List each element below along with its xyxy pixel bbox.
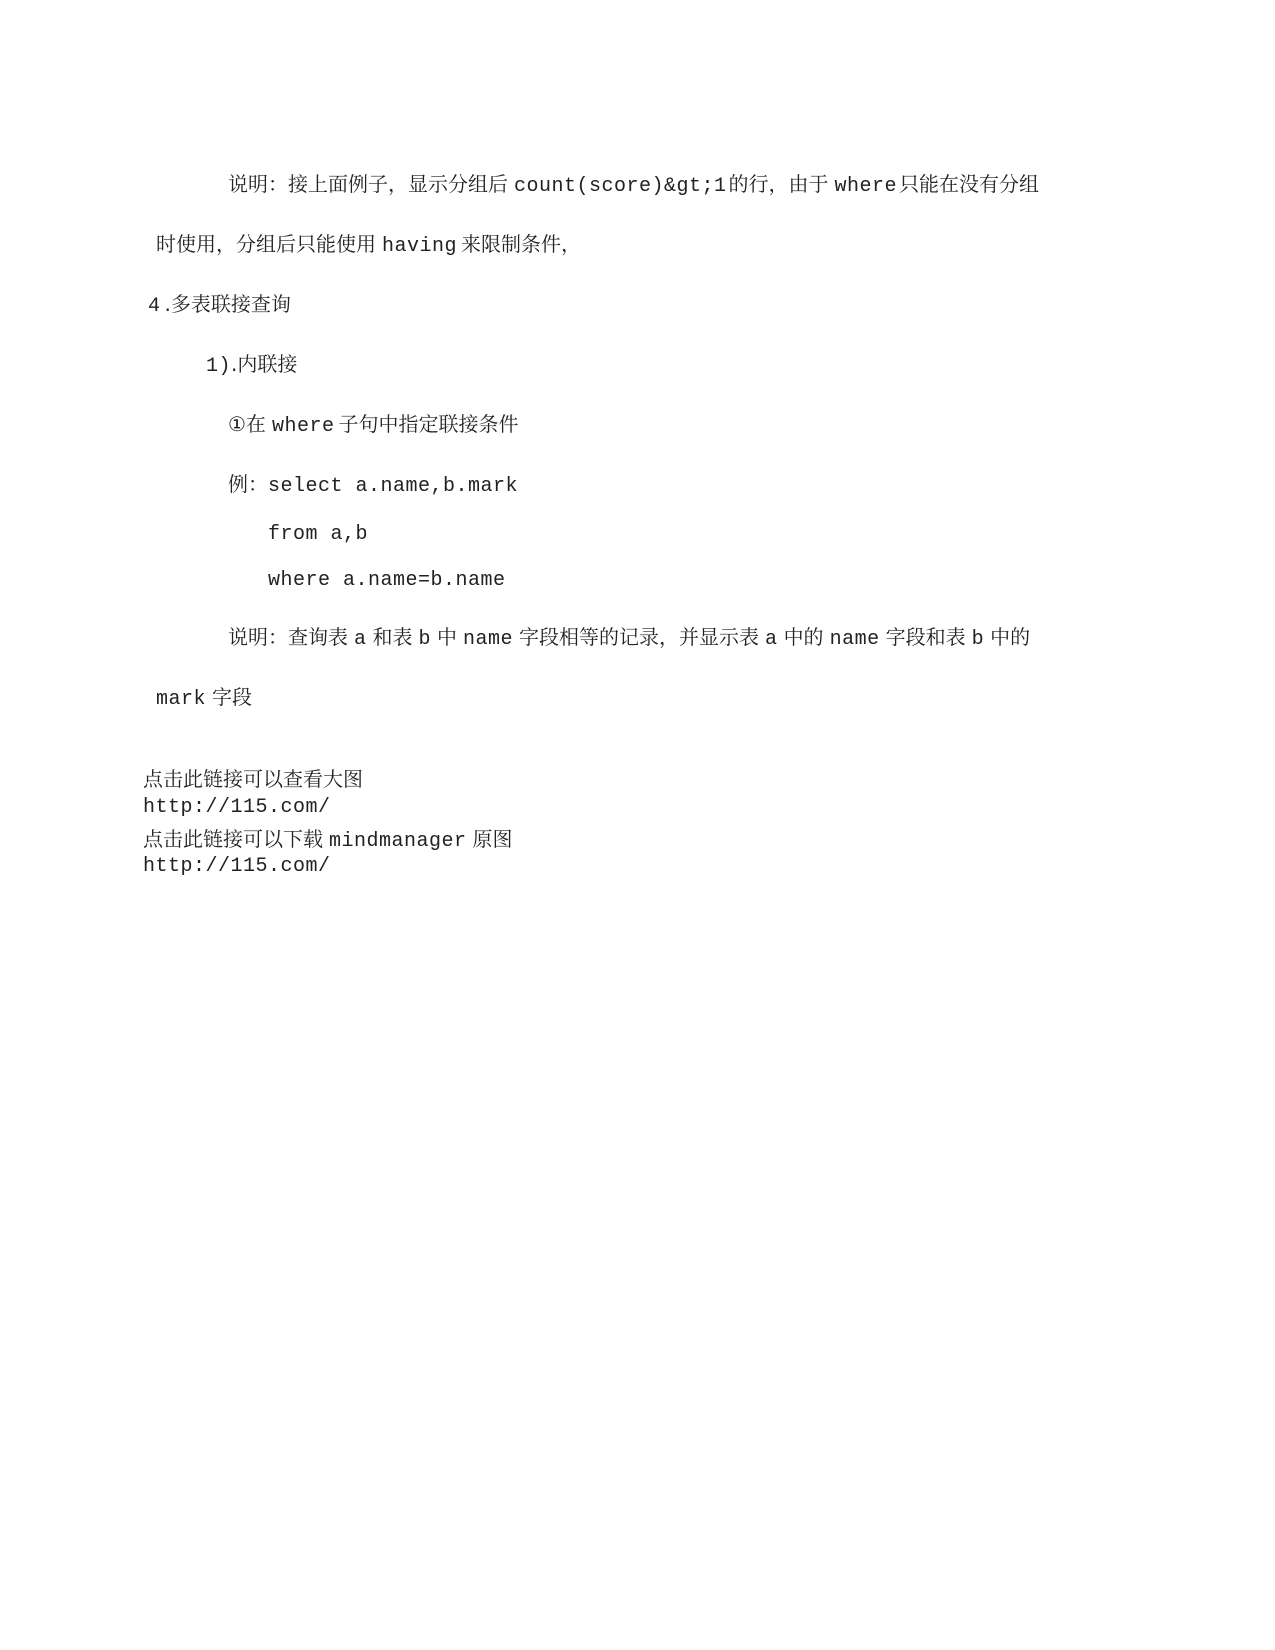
text-segment: 字段 — [212, 685, 253, 709]
code-inline: where — [271, 415, 335, 438]
text-segment: 中 — [437, 625, 458, 649]
link-url[interactable]: http://115.com/ — [143, 855, 331, 878]
text-segment: 子句中指定联接条件 — [338, 412, 519, 436]
text-segment: 说明：查询表 — [228, 625, 348, 649]
text-segment: 字段和表 — [885, 625, 966, 649]
text-segment: 中的 — [990, 625, 1031, 649]
code-inline: a — [354, 628, 367, 651]
subsection-number: 1) — [206, 355, 232, 378]
subsection-heading — [206, 350, 297, 381]
explanation-2-line-1 — [228, 623, 1030, 654]
code-inline: where — [834, 175, 898, 198]
text-segment: 的行，由于 — [728, 172, 829, 196]
view-large-image-label — [143, 765, 363, 793]
download-original-label — [143, 825, 513, 856]
subsection-title: .内联接 — [231, 352, 298, 376]
text-segment: 和表 — [372, 625, 413, 649]
code-inline: having — [382, 235, 458, 258]
link-label: 点击此链接可以下载 — [143, 827, 323, 851]
text-segment: 只能在没有分组 — [899, 172, 1040, 196]
list-item — [228, 410, 518, 441]
example-label: 例： — [228, 472, 268, 496]
code-inline: b — [971, 628, 985, 651]
view-large-image-link[interactable] — [143, 794, 331, 822]
section-number: 4 — [148, 295, 161, 318]
example-line-3 — [268, 567, 506, 595]
text-segment: 字段相等的记录，并显示表 — [519, 625, 760, 649]
code-inline: mindmanager — [329, 830, 467, 853]
code-line: where a.name=b.name — [268, 569, 506, 592]
download-original-link[interactable] — [143, 853, 331, 881]
code-inline: count(score)&gt;1 — [514, 175, 727, 198]
code-line: from a,b — [268, 523, 369, 546]
link-label: 点击此链接可以查看大图 — [143, 767, 363, 791]
text-segment: 时使用，分组后只能使用 — [156, 232, 376, 256]
link-url[interactable]: http://115.com/ — [143, 796, 331, 819]
text-segment: 说明：接上面例子，显示分组后 — [228, 172, 508, 196]
code-line: select a.name,b.mark — [268, 475, 519, 498]
section-heading — [148, 290, 291, 321]
text-segment: 来限制条件， — [461, 232, 582, 256]
explanation-2-line-2 — [156, 683, 252, 714]
code-inline: name — [829, 628, 880, 651]
code-inline: a — [765, 628, 778, 651]
code-inline: mark — [156, 688, 207, 711]
example-line-2 — [268, 521, 368, 549]
code-inline: name — [463, 628, 514, 651]
link-label: 原图 — [472, 827, 513, 851]
example-line-1 — [228, 470, 518, 501]
section-title: .多表联接查询 — [164, 292, 291, 316]
text-segment: 中的 — [783, 625, 824, 649]
text-segment: ①在 — [228, 412, 266, 436]
explanation-paragraph-line-2 — [156, 230, 581, 261]
code-inline: b — [418, 628, 432, 651]
explanation-paragraph-line-1 — [228, 170, 1039, 201]
